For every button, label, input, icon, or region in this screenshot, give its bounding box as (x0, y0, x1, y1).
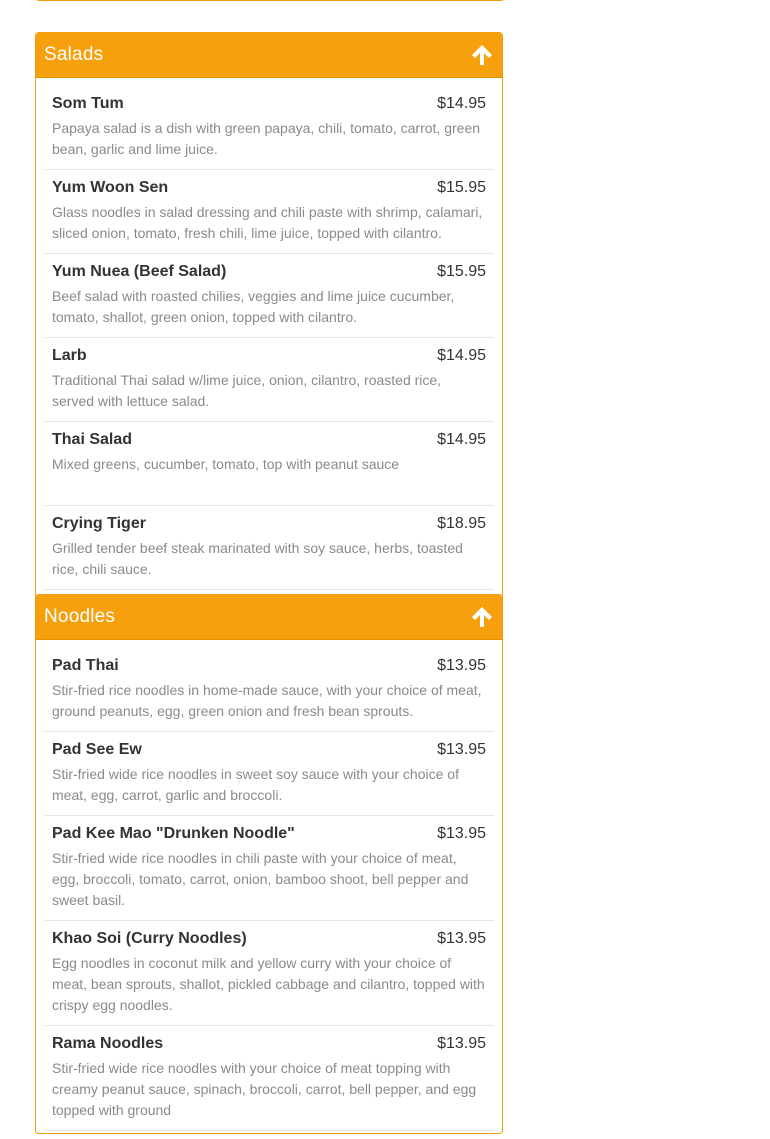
item-name: Khao Soi (Curry Noodles) (52, 930, 247, 947)
item-price: $13.95 (437, 657, 486, 674)
menu-item[interactable] (44, 254, 494, 338)
item-description: Stir-fried wide rice noodles in sweet soy sauce with your choice of meat, egg, carrot, garlic and broccoli. (52, 766, 459, 803)
menu-section-noodles (35, 594, 503, 1134)
section-header-salads[interactable] (36, 33, 502, 78)
menu-item[interactable] (44, 86, 494, 170)
item-price: $15.95 (437, 179, 486, 196)
menu-item[interactable] (44, 648, 494, 732)
item-price: $13.95 (437, 741, 486, 758)
item-price: $15.95 (437, 263, 486, 280)
item-description: Grilled tender beef steak marinated with soy sauce, herbs, toasted rice, chili sauce. (52, 540, 463, 577)
item-description: Egg noodles in coconut milk and yellow curry with your choice of meat, bean sprouts, shallot, pickled cabbage and cilantro, topped with crispy egg noodles. (52, 955, 485, 1013)
item-price: $14.95 (437, 347, 486, 364)
item-name: Rama Noodles (52, 1035, 164, 1052)
item-name: Som Tum (52, 95, 124, 112)
arrow-up-icon[interactable] (470, 605, 494, 629)
menu-item[interactable] (44, 816, 494, 921)
menu-item[interactable] (44, 1026, 494, 1131)
item-name: Pad Kee Mao "Drunken Noodle" (52, 825, 295, 842)
item-description: Glass noodles in salad dressing and chili paste with shrimp, calamari, sliced onion, tomato, fresh chili, lime juice, topped with cilantro. (52, 204, 483, 241)
section-title: Noodles (44, 606, 116, 627)
item-description: Stir-fried rice noodles in home-made sauce, with your choice of meat, ground peanuts, egg, green onion and fresh bean sprouts. (52, 682, 482, 719)
menu-item[interactable] (44, 338, 494, 422)
item-name: Crying Tiger (52, 515, 146, 532)
menu-item[interactable] (44, 921, 494, 1026)
menu-item[interactable] (44, 170, 494, 254)
previous-section-bottom (35, 0, 505, 1)
menu-section-salads (35, 32, 503, 599)
item-price: $14.95 (437, 95, 486, 112)
item-name: Pad Thai (52, 657, 119, 674)
item-name: Yum Woon Sen (52, 179, 169, 196)
item-name: Yum Nuea (Beef Salad) (52, 263, 227, 280)
item-description: Beef salad with roasted chilies, veggies and lime juice cucumber, tomato, shallot, green onion, topped with cilantro. (52, 288, 455, 325)
item-price: $13.95 (437, 825, 486, 842)
item-description: Traditional Thai salad w/lime juice, onion, cilantro, roasted rice, served with lettuce salad. (52, 372, 442, 409)
arrow-up-icon[interactable] (470, 43, 494, 67)
item-price: $14.95 (437, 431, 486, 448)
item-price: $13.95 (437, 930, 486, 947)
item-description: Papaya salad is a dish with green papaya, chili, tomato, carrot, green bean, garlic and lime juice. (52, 120, 481, 157)
item-list (36, 640, 502, 1139)
item-name: Pad See Ew (52, 741, 142, 758)
item-list (36, 78, 502, 598)
item-description: Mixed greens, cucumber, tomato, top with peanut sauce (52, 456, 400, 472)
menu-item[interactable] (44, 422, 494, 506)
item-description: Stir-fried wide rice noodles with your choice of meat topping with creamy peanut sauce, spinach, broccoli, carrot, bell pepper, and egg topped with ground (52, 1060, 477, 1118)
item-price: $18.95 (437, 515, 486, 532)
menu-item[interactable] (44, 732, 494, 816)
section-header-noodles[interactable] (36, 595, 502, 640)
menu-item[interactable] (44, 506, 494, 590)
item-name: Thai Salad (52, 431, 133, 448)
item-description: Stir-fried wide rice noodles in chili paste with your choice of meat, egg, broccoli, tomato, carrot, onion, bamboo shoot, bell pepper and sweet basil. (52, 850, 469, 908)
section-title: Salads (44, 44, 104, 65)
item-price: $13.95 (437, 1035, 486, 1052)
item-name: Larb (52, 347, 87, 364)
